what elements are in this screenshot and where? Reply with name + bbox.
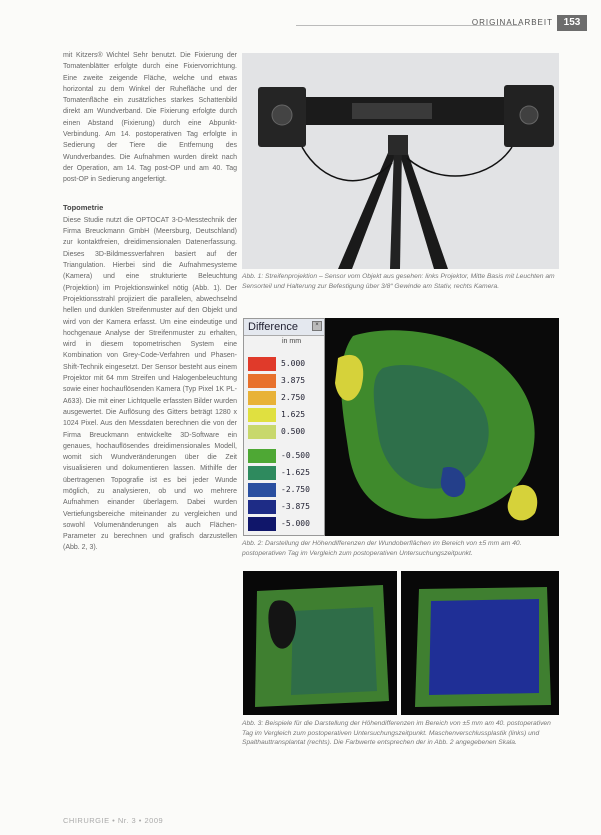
figure-3-example-right xyxy=(401,571,559,715)
tripod-head xyxy=(388,135,408,155)
figure-2-caption: Abb. 2: Darstellung der Höhendifferenzen der Wundoberflächen im Bereich von ±5 mm am 40. postoperativen Tag im Vergleich zum postoperativen Untersuchungszeitpunkt. xyxy=(242,540,522,557)
legend-entry: 5.000 xyxy=(248,357,322,371)
section-heading: Topometrie xyxy=(63,202,104,212)
camera-lens xyxy=(520,106,538,124)
paragraph-topometry: Diese Studie nutzt die OPTOCAT 3-D-Messtechnik der Firma Breuckmann GmbH (Meersburg, Deutschland) zur kontaktfreien, dreidimensionalen Datenerfassung. Dieses 3D-Bildmessverfahren basiert auf der Triangulation. Hierbei sind die Aufnahmesysteme (Kamera) und eine strukturierte Beleuchtung (Projektion) im Projektionswinkel nötig (Abb. 1). Der Projektionsstrahl projiziert die parallelen, abwechselnd hellen und dunklen Streifenmuster auf den Objekt und wird von der Kamera erfasst. Um eine eindeutige und hochgenaue Analyse der Streifenmuster zu erhalten, wird in diesem topometrischen System eine Kombination von Grey-Code-Verfahren und Phasen-Shift-Technik eingesetzt. Der Sensor besteht aus einem Projektor mit 64 mm Streifen und Halogenbeleuchtung sowie einer hochauflösenden Kamera (Typ Pixel 1K PL-A633). Die mit einer Lichtquelle erfassten Bilder wurden ausgewertet. Die Auflösung des Gitters beträgt 1280 x 1024 Pixel. Aus den Messdaten berechnen die von der Firma Breuckmann entwickelte 3D-Software ein genaues, hochauflösendes dreidimensionales Modell, womit sich Wundveränderungen über die Zeit visualisieren und dokumentieren lassen. Mithilfe der übertragenen Topografie ist es bei jeder Wunde möglich, zu analysieren, ob und wo mehrere Aufnahmen einander überlagern. Dabei wurden Vertiefungsbereiche miteinander zu vergleichen und sowohl Volumenänderungen als auch Flächen-Parameter zu berechnen und grafisch darzustellen (Abb. 2, 3). xyxy=(63,216,237,552)
sensor-panel xyxy=(352,103,432,119)
legend-entry: -3.875 xyxy=(248,500,322,514)
legend-entry: 0.500 xyxy=(248,425,322,439)
legend-entry: 2.750 xyxy=(248,391,322,405)
legend-entry: 1.625 xyxy=(248,408,322,422)
legend-entry: -1.625 xyxy=(248,466,322,480)
wound-core xyxy=(291,607,377,695)
legend-entry: -2.750 xyxy=(248,483,322,497)
projector-lens xyxy=(272,105,292,125)
legend-title: Difference xyxy=(244,319,324,336)
legend-close-icon[interactable]: × xyxy=(312,321,322,331)
figure-1-caption: Abb. 1: Streifenprojektion – Sensor vom Objekt aus gesehen: links Projektor, Mitte Basis mit Leuchten am Sensorteil und Halterung zur Befestigung über 3/8“ Gewinde am Stativ, rechts Kamera. xyxy=(242,273,555,290)
section-label: ORIGINALARBEIT xyxy=(471,18,553,27)
legend-entry: 3.875 xyxy=(248,374,322,388)
figure-3-caption: Abb. 3: Beispiele für die Darstellung der Höhendifferenzen im Bereich von ±5 mm am 40. postoperativen Tag im Vergleich zum postoperativen Untersuchungszeitpunkt. Maschenverschlussplastik (links) und Spalthauttransplantat (rechts). Die Farbwerte entsprechen der in Abb. 2 angegebenen Skala. xyxy=(242,720,551,747)
page-number: 153 xyxy=(557,15,587,31)
legend-unit: in mm xyxy=(282,338,302,345)
difference-legend xyxy=(243,318,325,536)
legend-entry: -5.000 xyxy=(248,517,322,531)
page-footer: CHIRURGIE • Nr. 3 • 2009 xyxy=(63,816,164,825)
paragraph-intro: mit Kitzers® Wichtel Sehr benutzt. Die Fixierung der Tomatenblätter erfolgte durch eine Fixiervorrichtung. Eine zweite zeigende Fläche, welche und etwas horizontal zu dem Winkel der Ruhefläche und der Tomatenfläche ein zusätzliches starkes Schattenbild direkt am Wundverband. Die Fixierung erfolgte durch einen Abstand (Fixierung) durch eine Abpunkt-Verbindung. Am 14. postoperativen Tag erfolgte in Sedierung der Tiere die Entfernung des Wundverbandes. Die Aufnahmen wurden direkt nach der Operation, am 14. Tag post-OP und am 40. Tag post-OP in Sedierung angefertigt. xyxy=(63,52,237,184)
legend-entry: -0.500 xyxy=(248,449,322,463)
left-column xyxy=(63,50,237,554)
figure-1-sensor-photo xyxy=(242,53,559,269)
depressed-region xyxy=(429,599,539,695)
figure-3-example-left xyxy=(243,571,397,715)
